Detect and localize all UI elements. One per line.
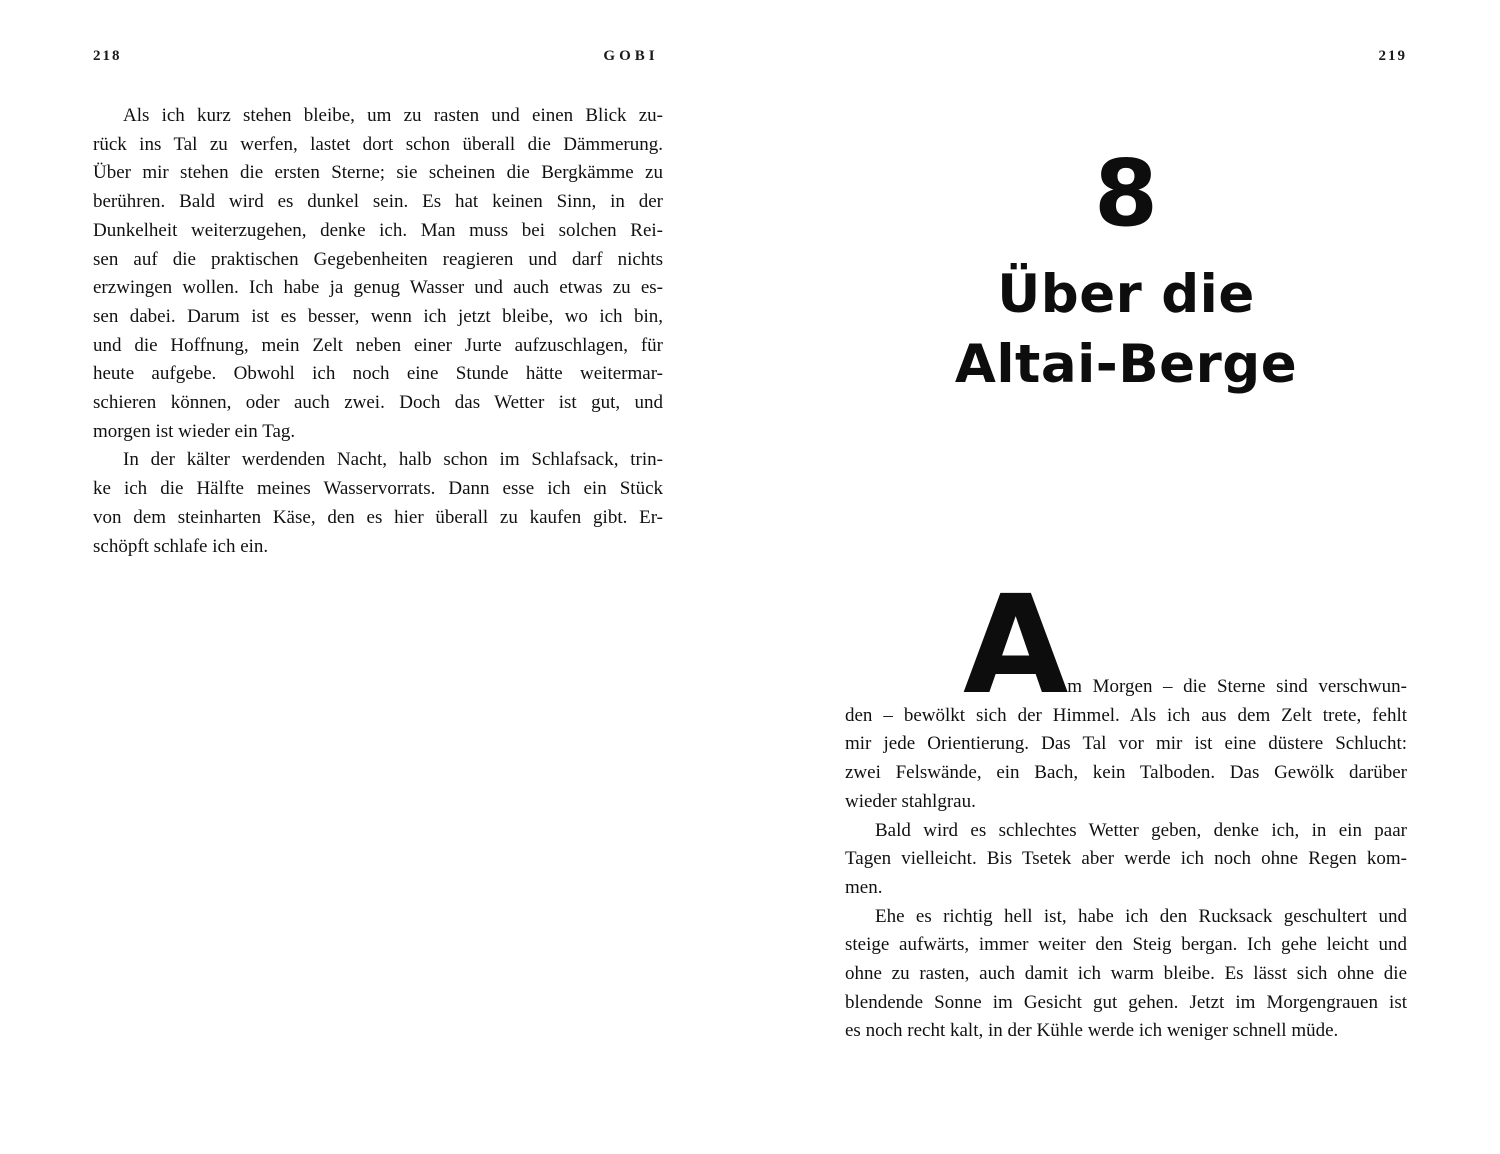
left-page-text bbox=[93, 102, 663, 561]
text-line: und die Hoffnung, mein Zelt neben einer Jurte aufzuschlagen, für bbox=[93, 334, 663, 356]
text-line: morgen ist wieder ein Tag. bbox=[93, 420, 296, 442]
chapter-title bbox=[845, 260, 1407, 400]
chapter-title-line-2: Altai-Berge bbox=[954, 334, 1298, 395]
text-line: rück ins Tal zu werfen, lastet dort schon überall die Dämmerung. bbox=[93, 133, 663, 155]
text-line: Ehe es richtig hell ist, habe ich den Rucksack geschultert und bbox=[875, 905, 1407, 927]
text-line: steige aufwärts, immer weiter den Steig bergan. Ich gehe leicht und bbox=[845, 934, 1407, 956]
text-line: ke ich die Hälfte meines Wasservorrats. Dann esse ich ein Stück bbox=[93, 478, 663, 500]
chapter-title-line-1: Über die bbox=[997, 264, 1255, 325]
text-line: Über mir stehen die ersten Sterne; sie scheinen die Bergkämme zu bbox=[93, 162, 663, 184]
text-line: sen dabei. Darum ist es besser, wenn ich jetzt bleibe, wo ich bin, bbox=[93, 305, 663, 327]
text-line: Als ich kurz stehen bleibe, um zu rasten und einen Blick zu- bbox=[123, 105, 663, 126]
page-number-right: 219 bbox=[1378, 48, 1407, 64]
text-line: Bald wird es schlechtes Wetter geben, denke ich, in ein paar bbox=[875, 819, 1407, 841]
text-line: blendende Sonne im Gesicht gut gehen. Jetzt im Morgengrauen ist bbox=[845, 991, 1407, 1013]
text-line: Am Morgen – die Sterne sind verschwun- bbox=[963, 567, 1407, 725]
text-line: heute aufgebe. Obwohl ich noch eine Stunde hätte weitermar- bbox=[93, 363, 663, 385]
page-number-left: 218 bbox=[93, 48, 122, 64]
text-line: schieren können, oder auch zwei. Doch das Wetter ist gut, und bbox=[93, 392, 663, 414]
text-line: berühren. Bald wird es dunkel sein. Es hat keinen Sinn, in der bbox=[93, 191, 663, 213]
text-line: wieder stahlgrau. bbox=[845, 790, 976, 812]
drop-cap: A bbox=[963, 567, 1068, 725]
text-line: erzwingen wollen. Ich habe ja genug Wasser und auch etwas zu es- bbox=[93, 277, 663, 299]
right-page-text bbox=[845, 567, 1407, 1046]
text-line: den – bewölkt sich der Himmel. Als ich aus dem Zelt trete, fehlt bbox=[845, 704, 1407, 726]
text-line: zwei Felswände, ein Bach, kein Talboden. Das Gewölk darüber bbox=[845, 762, 1407, 784]
text-line: von dem steinharten Käse, den es hier überall zu kaufen gibt. Er- bbox=[93, 506, 663, 528]
text-line: mir jede Orientierung. Das Tal vor mir ist eine düstere Schlucht: bbox=[845, 733, 1407, 755]
text-line: sen auf die praktischen Gegebenheiten reagieren und darf nichts bbox=[93, 248, 663, 270]
text-line: In der kälter werdenden Nacht, halb schon im Schlafsack, trin- bbox=[123, 449, 663, 471]
text-line: Tagen vielleicht. Bis Tsetek aber werde ich noch ohne Regen kom- bbox=[845, 848, 1407, 870]
text-line: es noch recht kalt, in der Kühle werde ich weniger schnell müde. bbox=[845, 1020, 1339, 1042]
text-line: schöpft schlafe ich ein. bbox=[93, 535, 269, 557]
running-title: GOBI bbox=[603, 48, 659, 64]
text-line: ohne zu rasten, auch damit ich warm bleibe. Es lässt sich ohne die bbox=[845, 963, 1407, 985]
chapter-number: 8 bbox=[1093, 140, 1158, 247]
text-line: Dunkelheit weiterzugehen, denke ich. Man muss bei solchen Rei- bbox=[93, 219, 663, 241]
text-line: men. bbox=[845, 876, 883, 898]
